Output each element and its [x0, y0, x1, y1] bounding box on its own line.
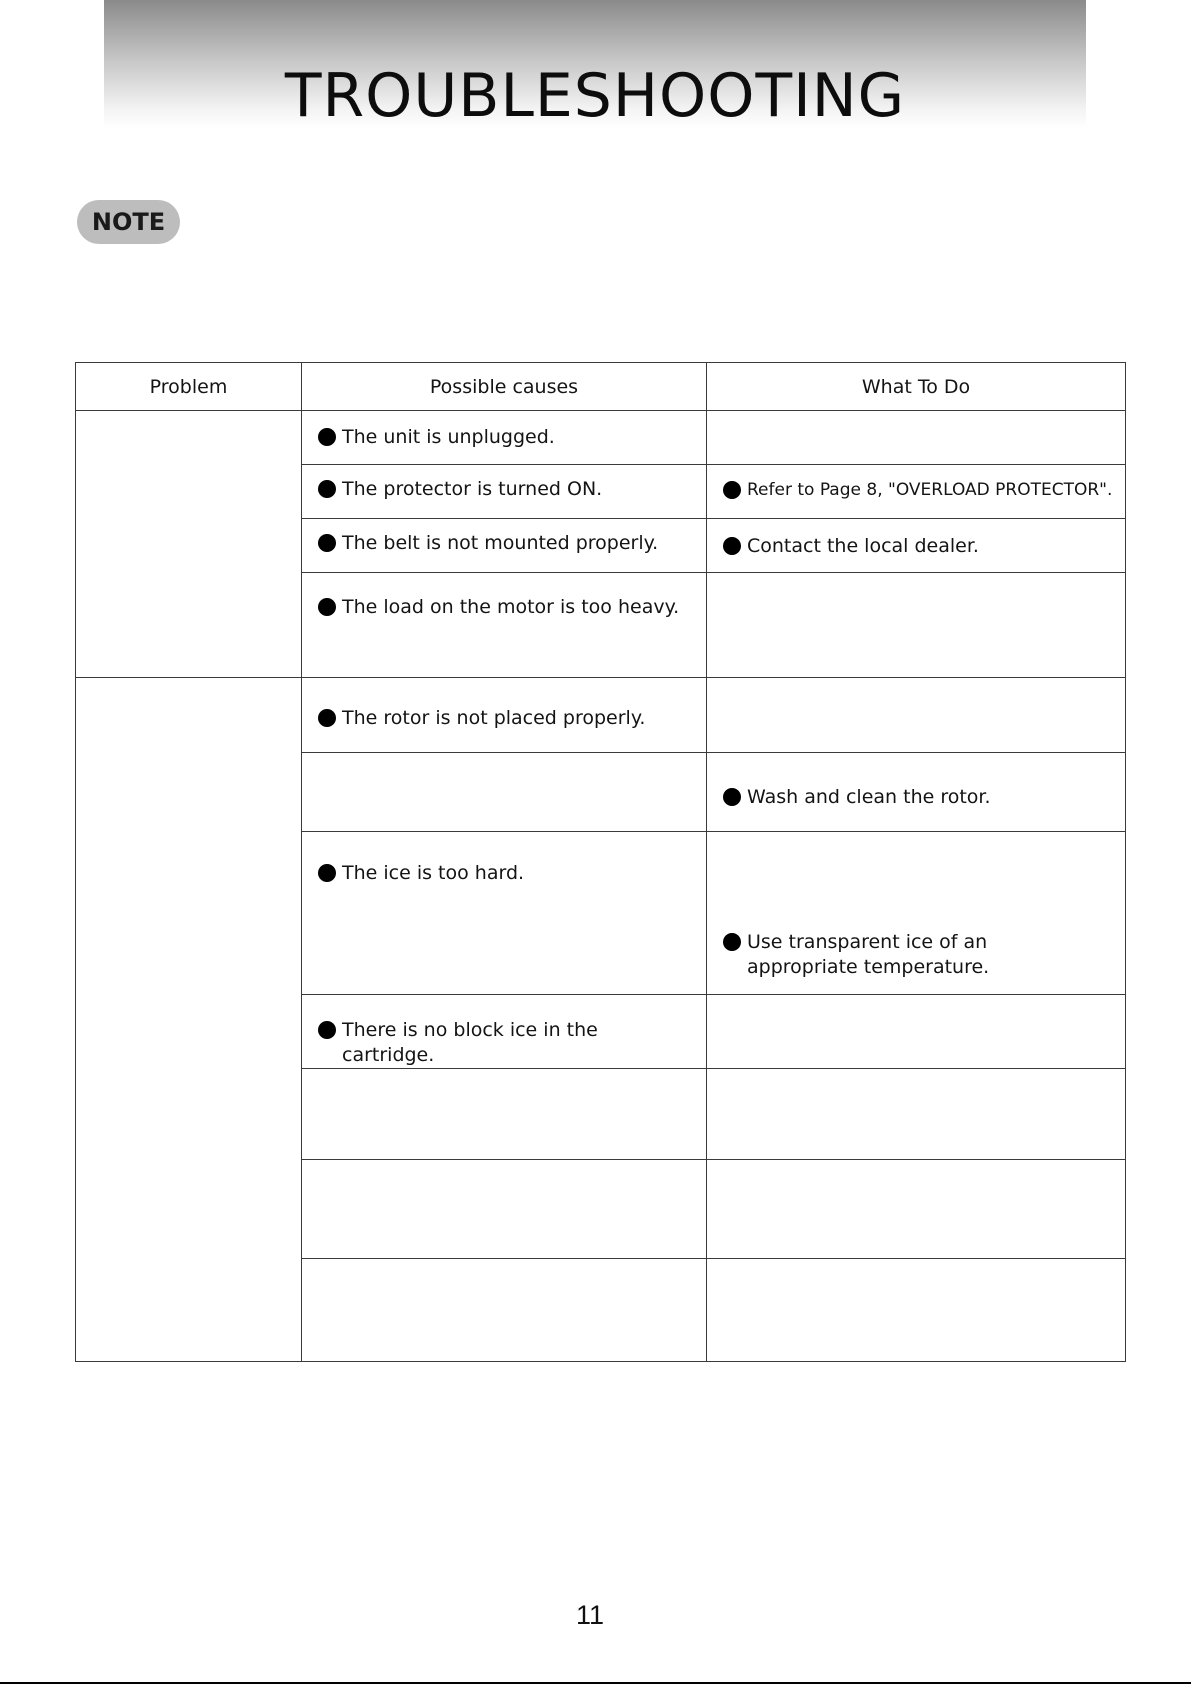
cause-text: There is no block ice in the cartridge. [342, 1019, 598, 1066]
action-cell [707, 678, 1126, 753]
cause-item [318, 861, 694, 886]
action-text: Wash and clean the rotor. [747, 786, 991, 808]
page-number: 11 [575, 1600, 605, 1630]
cause-cell [302, 573, 707, 678]
action-cell [707, 753, 1126, 832]
bullet-icon [318, 534, 336, 552]
cause-item [318, 706, 694, 731]
action-text: Use transparent ice of an appropriate temperature. [747, 931, 990, 978]
page-title: TROUBLESHOOTING [284, 61, 906, 131]
problem-cell [76, 678, 302, 1362]
cause-item [318, 1018, 694, 1068]
bullet-icon [723, 481, 741, 499]
cause-item [318, 477, 694, 502]
action-cell [707, 573, 1126, 678]
cause-text: The rotor is not placed properly. [342, 707, 646, 729]
column-header-what-to-do: What To Do [707, 363, 1126, 411]
table-row [76, 678, 1126, 753]
action-text: Contact the local dealer. [747, 535, 979, 557]
action-cell [707, 995, 1126, 1069]
action-cell [707, 411, 1126, 465]
table-row [76, 411, 1126, 465]
cause-cell [302, 1259, 707, 1362]
table-header-row [76, 363, 1126, 411]
cause-cell [302, 1069, 707, 1160]
action-cell [707, 1259, 1126, 1362]
cause-cell [302, 411, 707, 465]
cause-cell [302, 753, 707, 832]
action-cell [707, 519, 1126, 573]
cause-text: The unit is unplugged. [342, 426, 555, 448]
cause-text: The belt is not mounted properly. [342, 532, 659, 554]
action-cell [707, 832, 1126, 995]
cause-cell [302, 1160, 707, 1259]
bullet-icon [318, 864, 336, 882]
troubleshooting-table [75, 362, 1126, 1362]
action-item [723, 478, 1113, 503]
action-cell [707, 1069, 1126, 1160]
bottom-rule [0, 1682, 1191, 1684]
cause-item [318, 595, 694, 620]
column-header-possible-causes: Possible causes [302, 363, 707, 411]
cause-item [318, 425, 694, 450]
note-badge: NOTE [77, 200, 180, 244]
cause-text: The ice is too hard. [342, 862, 525, 884]
action-text: Refer to Page 8, "OVERLOAD PROTECTOR". [747, 480, 1113, 500]
bullet-icon [318, 480, 336, 498]
cause-cell [302, 678, 707, 753]
action-item [723, 930, 1095, 980]
action-cell [707, 465, 1126, 519]
bullet-icon [723, 537, 741, 555]
action-item [723, 534, 1113, 559]
bullet-icon [723, 788, 741, 806]
cause-cell [302, 465, 707, 519]
problem-cell [76, 411, 302, 678]
column-header-problem: Problem [76, 363, 302, 411]
cause-cell [302, 832, 707, 995]
bullet-icon [318, 598, 336, 616]
bullet-icon [723, 933, 741, 951]
cause-text: The load on the motor is too heavy. [342, 596, 680, 618]
cause-text: The protector is turned ON. [342, 478, 603, 500]
bullet-icon [318, 428, 336, 446]
cause-cell [302, 519, 707, 573]
cause-cell [302, 995, 707, 1069]
cause-item [318, 531, 694, 556]
bullet-icon [318, 709, 336, 727]
action-cell [707, 1160, 1126, 1259]
bullet-icon [318, 1021, 336, 1039]
action-item [723, 785, 1113, 810]
